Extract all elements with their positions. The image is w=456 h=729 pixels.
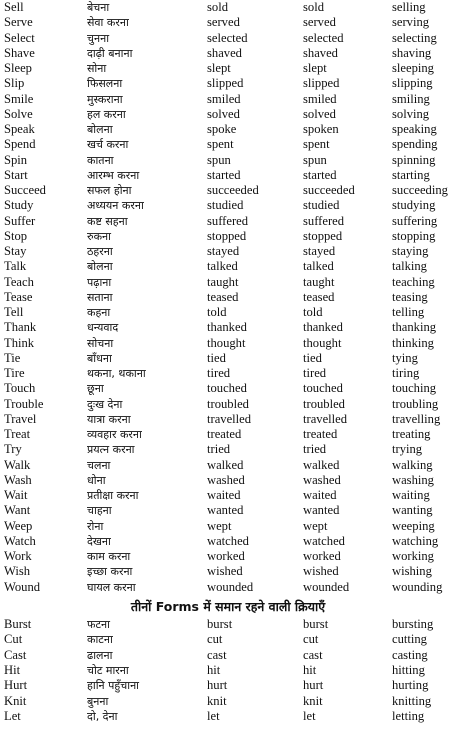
verb-past: slept [207, 61, 231, 75]
verb-past: studied [207, 198, 244, 213]
verb-past: talked [207, 259, 238, 274]
meaning-hindi: कातना [87, 153, 114, 167]
verb-past: selected [207, 30, 248, 45]
verb-ing: treating [392, 427, 431, 441]
verb-past: wept [207, 518, 232, 533]
verb-past-participle: burst [303, 617, 329, 631]
table-row [0, 381, 456, 396]
verb-past-participle: treated [303, 427, 338, 441]
verb-ing: troubling [392, 396, 439, 411]
meaning-hindi: यात्रा करना [87, 412, 131, 426]
table-row [0, 503, 456, 518]
table-row [0, 153, 456, 168]
verb-past: spun [207, 152, 231, 167]
meaning-hindi: व्यवहार करना [87, 428, 142, 441]
verb-past: served [207, 15, 240, 30]
verb-ing: travelling [392, 411, 441, 426]
verb-ing: working [392, 549, 434, 563]
verb-past: hurt [207, 678, 228, 693]
verb-past-participle: told [303, 305, 323, 319]
verb-past-participle: shaved [303, 45, 338, 60]
table-row [0, 366, 456, 381]
meaning-hindi: धोना [87, 473, 106, 487]
verb-past-participle: slipped [303, 76, 340, 91]
verb-base: Smile [4, 91, 34, 106]
table-row [0, 632, 456, 647]
table-row [0, 122, 456, 137]
verb-base: Burst [4, 617, 32, 631]
verb-ing: studying [392, 198, 436, 213]
verb-base: Start [4, 167, 28, 182]
verb-base: Hit [4, 662, 21, 677]
table-row [0, 275, 456, 290]
verb-ing: weeping [392, 518, 435, 533]
verb-past: stopped [207, 228, 247, 243]
verb-past: cast [207, 647, 227, 662]
verb-ing: speaking [392, 122, 437, 136]
meaning-hindi: कष्ट सहना [87, 214, 128, 228]
verb-base: Hurt [4, 678, 28, 693]
verb-past: solved [207, 106, 240, 121]
verb-past-participle: selected [303, 30, 344, 45]
meaning-hindi: पढ़ाना [87, 275, 112, 289]
verb-past-participle: wept [303, 518, 328, 533]
table-row [0, 351, 456, 366]
meaning-hindi: दुःख देना [87, 397, 123, 411]
meaning-hindi: इच्छा करना [87, 565, 133, 579]
meaning-hindi: बाँधना [87, 351, 112, 365]
verb-past: suffered [207, 213, 249, 228]
verb-base: Spend [4, 137, 36, 152]
verb-base: Slip [4, 76, 25, 91]
table-row [0, 290, 456, 305]
verb-past: tied [207, 350, 226, 365]
meaning-hindi: काम करना [87, 550, 131, 563]
verb-past: watched [207, 533, 249, 548]
verb-base: Suffer [4, 213, 36, 228]
meaning-hindi: दाढ़ी बनाना [87, 46, 133, 60]
table-row [0, 168, 456, 183]
verb-ing: teasing [392, 289, 428, 304]
verb-past: waited [207, 488, 241, 502]
verb-past-participle: touched [303, 381, 343, 396]
verb-base: Work [4, 549, 32, 563]
verb-past: knit [207, 693, 227, 708]
table-row [0, 442, 456, 457]
verb-base: Cut [4, 632, 23, 647]
verb-past-participle: hurt [303, 678, 324, 693]
verb-ing: bursting [392, 617, 434, 631]
verb-base: Wish [4, 564, 31, 579]
verb-past-participle: walked [303, 457, 340, 472]
table-row [0, 76, 456, 91]
table-row [0, 678, 456, 693]
verb-base: Cast [4, 647, 27, 662]
verb-base: Sell [4, 0, 24, 14]
meaning-hindi: हल करना [87, 107, 126, 121]
verb-ing: selling [392, 0, 426, 14]
verb-ing: sleeping [392, 61, 434, 75]
verb-base: Succeed [4, 183, 46, 197]
verb-base: Solve [4, 106, 33, 121]
verb-past: spoke [207, 122, 237, 136]
verb-past-participle: studied [303, 198, 340, 213]
verb-base: Wait [4, 488, 28, 502]
verb-past: started [207, 167, 241, 182]
meaning-hindi: दो, देना [87, 709, 118, 723]
meaning-hindi: बुनना [87, 694, 109, 708]
table-row [0, 305, 456, 320]
table-row [0, 214, 456, 229]
verb-base: Spin [4, 152, 28, 167]
table-row [0, 198, 456, 213]
verb-ing: letting [392, 708, 425, 723]
verb-past: stayed [207, 244, 240, 258]
table-row [0, 183, 456, 198]
verb-past: travelled [207, 411, 252, 426]
verb-base: Tire [4, 366, 25, 380]
verb-base: Let [4, 708, 21, 723]
meaning-hindi: चुनना [87, 31, 110, 45]
verb-past: troubled [207, 396, 249, 411]
verb-base: Thank [4, 320, 37, 335]
verb-base: Treat [4, 427, 31, 441]
verb-past-participle: smiled [303, 91, 337, 106]
verb-past-participle: stopped [303, 228, 343, 243]
table-row [0, 580, 456, 595]
verb-ing: cutting [392, 632, 427, 647]
meaning-hindi: बोलना [87, 123, 113, 136]
table-row [0, 244, 456, 259]
verb-base: Try [4, 442, 22, 457]
meaning-hindi: मुस्कराना [87, 92, 123, 106]
meaning-hindi: रुकना [87, 229, 111, 243]
meaning-hindi: फिसलना [87, 77, 123, 91]
table-row [0, 0, 456, 15]
verb-past: wished [207, 564, 243, 579]
verb-ing: wounding [392, 579, 443, 594]
table-row [0, 694, 456, 709]
verb-past-participle: tired [303, 366, 327, 380]
verb-ing: telling [392, 305, 425, 319]
verb-base: Trouble [4, 396, 44, 411]
table-row [0, 519, 456, 534]
verb-base: Talk [4, 259, 27, 274]
meaning-hindi: छूना [87, 382, 104, 396]
meaning-hindi: चलना [87, 458, 111, 472]
meaning-hindi: ठहरना [87, 245, 113, 258]
verb-base: Tease [4, 289, 33, 304]
verb-past-participle: sold [303, 0, 324, 14]
verb-past: washed [207, 472, 245, 487]
table-row [0, 229, 456, 244]
meaning-hindi: काटना [87, 633, 113, 647]
meaning-hindi: कहना [87, 306, 111, 319]
verb-ing: thanking [392, 320, 437, 335]
meaning-hindi: सफल होना [87, 184, 132, 197]
verb-past-participle: travelled [303, 411, 348, 426]
verb-base: Wound [4, 579, 41, 594]
verb-ing: smiling [392, 91, 430, 106]
verb-base: Knit [4, 693, 27, 708]
verb-ing: succeeding [392, 183, 448, 197]
verb-past: wanted [207, 503, 244, 518]
verb-base: Stop [4, 228, 28, 243]
verb-past: told [207, 305, 227, 319]
verb-past: smiled [207, 91, 241, 106]
verb-past-participle: wounded [303, 579, 350, 594]
verb-ing: staying [392, 244, 429, 258]
meaning-hindi: घायल करना [87, 580, 136, 594]
verb-past-participle: hit [303, 662, 317, 677]
verb-past-participle: taught [303, 274, 335, 289]
verb-past-participle: watched [303, 533, 345, 548]
table-row [0, 61, 456, 76]
verb-past: treated [207, 427, 242, 441]
verb-past-participle: waited [303, 488, 337, 502]
verb-ing: spending [392, 137, 438, 152]
verb-past-participle: thought [303, 335, 342, 350]
table-row [0, 137, 456, 152]
table-row [0, 709, 456, 724]
verb-past: walked [207, 457, 244, 472]
table-row [0, 549, 456, 564]
table-row [0, 31, 456, 46]
section-heading: तीनों Forms में समान रहने वाली क्रियाएँ [130, 599, 326, 614]
verb-base: Wash [4, 472, 32, 487]
verb-past-participle: suffered [303, 213, 345, 228]
verb-past: worked [207, 549, 245, 563]
table-row [0, 617, 456, 632]
meaning-hindi: धन्यवाद [87, 321, 119, 335]
verb-past: thought [207, 335, 246, 350]
meaning-hindi: सोचना [87, 336, 114, 350]
verb-past-participle: washed [303, 472, 341, 487]
verb-ing: talking [392, 259, 427, 274]
verb-past: tried [207, 442, 231, 457]
meaning-hindi: थकना, थकाना [87, 367, 146, 380]
verb-past-participle: served [303, 15, 336, 30]
verb-base: Walk [4, 457, 31, 472]
table-row [0, 564, 456, 579]
verb-base: Shave [4, 45, 35, 60]
verb-past-participle: tried [303, 442, 327, 457]
table-row [0, 458, 456, 473]
table-row [0, 412, 456, 427]
table-row [0, 427, 456, 442]
meaning-hindi: ढालना [87, 648, 113, 662]
table-row [0, 259, 456, 274]
verb-ing: serving [392, 15, 430, 30]
verb-past-participle: knit [303, 693, 323, 708]
verb-base: Touch [4, 381, 36, 396]
meaning-hindi: फटना [87, 618, 110, 631]
verb-past-participle: slept [303, 61, 327, 75]
verb-base: Sleep [4, 61, 32, 75]
verb-past-participle: thanked [303, 320, 343, 335]
verb-base: Select [4, 30, 35, 45]
meaning-hindi: हानि पहुँचाना [87, 679, 140, 693]
meaning-hindi: रोना [87, 519, 104, 533]
verb-ing: tying [392, 350, 418, 365]
table-row [0, 46, 456, 61]
verb-base: Study [4, 198, 34, 213]
verb-ing: thinking [392, 335, 434, 350]
verb-base: Serve [4, 15, 33, 30]
table-row [0, 534, 456, 549]
verb-past-participle: succeeded [303, 183, 355, 197]
verb-past: let [207, 708, 220, 723]
verb-past-participle: wanted [303, 503, 340, 518]
verb-ing: stopping [392, 228, 436, 243]
verb-past: cut [207, 632, 223, 647]
verb-past-participle: spoken [303, 122, 339, 136]
verb-base: Want [4, 503, 31, 518]
verb-ing: tiring [392, 366, 420, 380]
verb-past: teased [207, 289, 239, 304]
verb-past-participle: solved [303, 106, 336, 121]
table-row [0, 15, 456, 30]
meaning-hindi: अध्ययन करना [87, 199, 144, 213]
verb-base: Tie [4, 350, 21, 365]
verb-ing: casting [392, 647, 428, 662]
meaning-hindi: खर्च करना [87, 138, 129, 152]
meaning-hindi: बेचना [87, 1, 110, 14]
table-row [0, 648, 456, 663]
verb-past: slipped [207, 76, 244, 91]
verb-past-participle: talked [303, 259, 334, 274]
verb-past: touched [207, 381, 247, 396]
verb-base: Teach [4, 274, 34, 289]
verb-ing: slipping [392, 76, 433, 91]
verb-base: Watch [4, 533, 36, 548]
verb-base: Travel [4, 411, 37, 426]
verb-past: taught [207, 274, 239, 289]
verb-past: tired [207, 366, 231, 380]
table-row [0, 107, 456, 122]
verb-past-participle: spent [303, 137, 330, 152]
meaning-hindi: प्रतीक्षा करना [87, 489, 139, 502]
verb-ing: trying [392, 442, 423, 457]
verb-past-participle: worked [303, 549, 341, 563]
verb-ing: selecting [392, 30, 437, 45]
meaning-hindi: सताना [87, 290, 113, 304]
meaning-hindi: आरम्भ करना [87, 168, 140, 182]
meaning-hindi: देखना [87, 534, 111, 548]
verb-past: burst [207, 617, 233, 631]
verb-ing: touching [392, 381, 437, 396]
verb-ing: solving [392, 106, 430, 121]
verb-past-participle: let [303, 708, 316, 723]
verb-ing: shaving [392, 45, 432, 60]
verb-ing: hitting [392, 662, 425, 677]
verb-past-participle: cut [303, 632, 319, 647]
verb-base: Think [4, 335, 35, 350]
verb-past-participle: tied [303, 350, 322, 365]
verb-ing: wishing [392, 564, 432, 579]
meaning-hindi: चाहना [87, 504, 112, 518]
verb-past-participle: stayed [303, 244, 336, 258]
meaning-hindi: सेवा करना [87, 16, 129, 30]
verb-past-participle: troubled [303, 396, 345, 411]
verb-ing: watching [392, 533, 439, 548]
verb-past-participle: teased [303, 289, 335, 304]
verb-ing: washing [392, 472, 434, 487]
verb-ing: knitting [392, 693, 432, 708]
verb-past: wounded [207, 579, 254, 594]
verb-ing: walking [392, 457, 433, 472]
verb-ing: spinning [392, 152, 436, 167]
meaning-hindi: चोट मारना [87, 663, 129, 677]
verb-past-participle: wished [303, 564, 339, 579]
table-row [0, 473, 456, 488]
meaning-hindi: प्रयत्न करना [87, 443, 135, 457]
verb-past-participle: spun [303, 152, 327, 167]
verb-past-participle: cast [303, 647, 323, 662]
table-row [0, 663, 456, 678]
meaning-hindi: सोना [87, 62, 107, 75]
table-row [0, 336, 456, 351]
verb-ing: waiting [392, 488, 430, 502]
verb-ing: hurting [392, 678, 429, 693]
verb-past: shaved [207, 45, 242, 60]
verb-past-participle: started [303, 167, 337, 182]
verb-ing: teaching [392, 274, 435, 289]
table-row [0, 320, 456, 335]
verb-base: Tell [4, 305, 24, 319]
verb-past: thanked [207, 320, 247, 335]
table-row [0, 488, 456, 503]
verb-base: Stay [4, 244, 27, 258]
verb-ing: wanting [392, 503, 433, 518]
verb-past: succeeded [207, 183, 259, 197]
table-row [0, 92, 456, 107]
verb-past: hit [207, 662, 221, 677]
table-row [0, 397, 456, 412]
verb-past: spent [207, 137, 234, 152]
verb-base: Speak [4, 122, 35, 136]
meaning-hindi: बोलना [87, 260, 113, 274]
verb-past: sold [207, 0, 228, 14]
verb-base: Weep [4, 518, 33, 533]
verb-ing: suffering [392, 213, 438, 228]
verb-ing: starting [392, 167, 430, 182]
